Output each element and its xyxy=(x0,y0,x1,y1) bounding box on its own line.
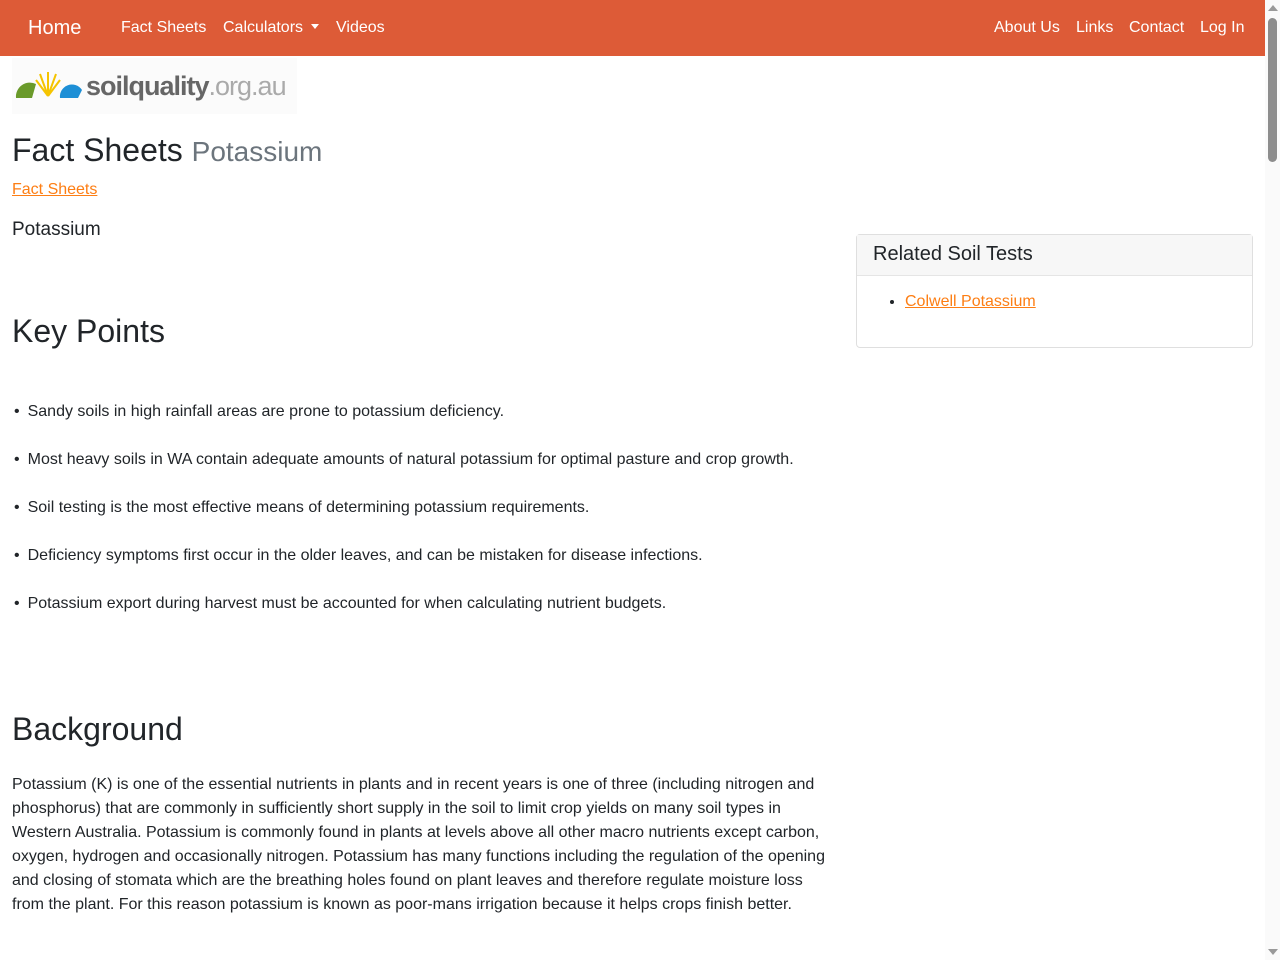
nav-fact-sheets[interactable]: Fact Sheets xyxy=(121,19,207,36)
nav-home[interactable]: Home xyxy=(28,17,82,39)
related-soil-tests-card xyxy=(856,234,1253,348)
navbar xyxy=(0,0,1265,56)
nav-about-us[interactable]: About Us xyxy=(994,19,1060,36)
nav-links[interactable]: Links xyxy=(1076,19,1114,36)
list-item: • Most heavy soils in WA contain adequate amounts of natural potassium for optimal pasture and crop growth. xyxy=(12,451,794,469)
background-heading: Background xyxy=(12,711,183,747)
key-points-heading: Key Points xyxy=(12,313,165,349)
page-title: Fact Sheets Potassium xyxy=(12,132,323,168)
scroll-down-icon[interactable] xyxy=(1268,949,1278,955)
nav-videos[interactable]: Videos xyxy=(336,19,385,36)
list-item: • Soil testing is the most effective means of determining potassium requirements. xyxy=(12,499,589,517)
background-paragraph: Potassium (K) is one of the essential nutrients in plants and in recent years is one of three (including nitrogen and phosphorus) that are commonly in sufficiently short supply in the soil to limit crop yields on many soil types in Western Australia. Potassium is commonly found in plants at levels above all other macro nutrients except carbon, oxygen, hydrogen and occasionally nitrogen. Potassium has many functions including the regulation of the opening and closing of stomata which are the breathing holes found on plant leaves and therefore regulate moisture loss from the plant. For this reason potassium is known as poor-mans irrigation because it helps crops finish better. xyxy=(12,776,825,913)
caret-down-icon xyxy=(311,24,319,29)
list-item xyxy=(905,293,1036,311)
card-heading: Related Soil Tests xyxy=(857,235,1252,276)
scrollbar[interactable] xyxy=(1265,0,1280,960)
nav-calculators-dropdown[interactable] xyxy=(223,0,319,56)
logo-text: soilquality.org.au xyxy=(86,70,286,101)
list-item: • Potassium export during harvest must be accounted for when calculating nutrient budgets. xyxy=(12,595,666,613)
nav-log-in[interactable]: Log In xyxy=(1200,19,1245,36)
sun-logo-icon xyxy=(14,70,82,102)
page-subtitle: Potassium xyxy=(191,136,323,167)
site-logo[interactable] xyxy=(12,58,297,114)
list-item: • Deficiency symptoms first occur in the older leaves, and can be mistaken for disease infections. xyxy=(12,547,703,565)
nav-contact[interactable]: Contact xyxy=(1129,19,1185,36)
colwell-potassium-link[interactable]: Colwell Potassium xyxy=(905,293,1036,310)
nav-calculators-label: Calculators xyxy=(223,19,304,36)
scrollbar-thumb[interactable] xyxy=(1268,18,1277,162)
scroll-up-icon[interactable] xyxy=(1268,5,1278,11)
breadcrumb-fact-sheets[interactable]: Fact Sheets xyxy=(12,181,98,198)
list-item: • Sandy soils in high rainfall areas are prone to potassium deficiency. xyxy=(12,403,504,421)
current-page-label: Potassium xyxy=(12,219,101,240)
